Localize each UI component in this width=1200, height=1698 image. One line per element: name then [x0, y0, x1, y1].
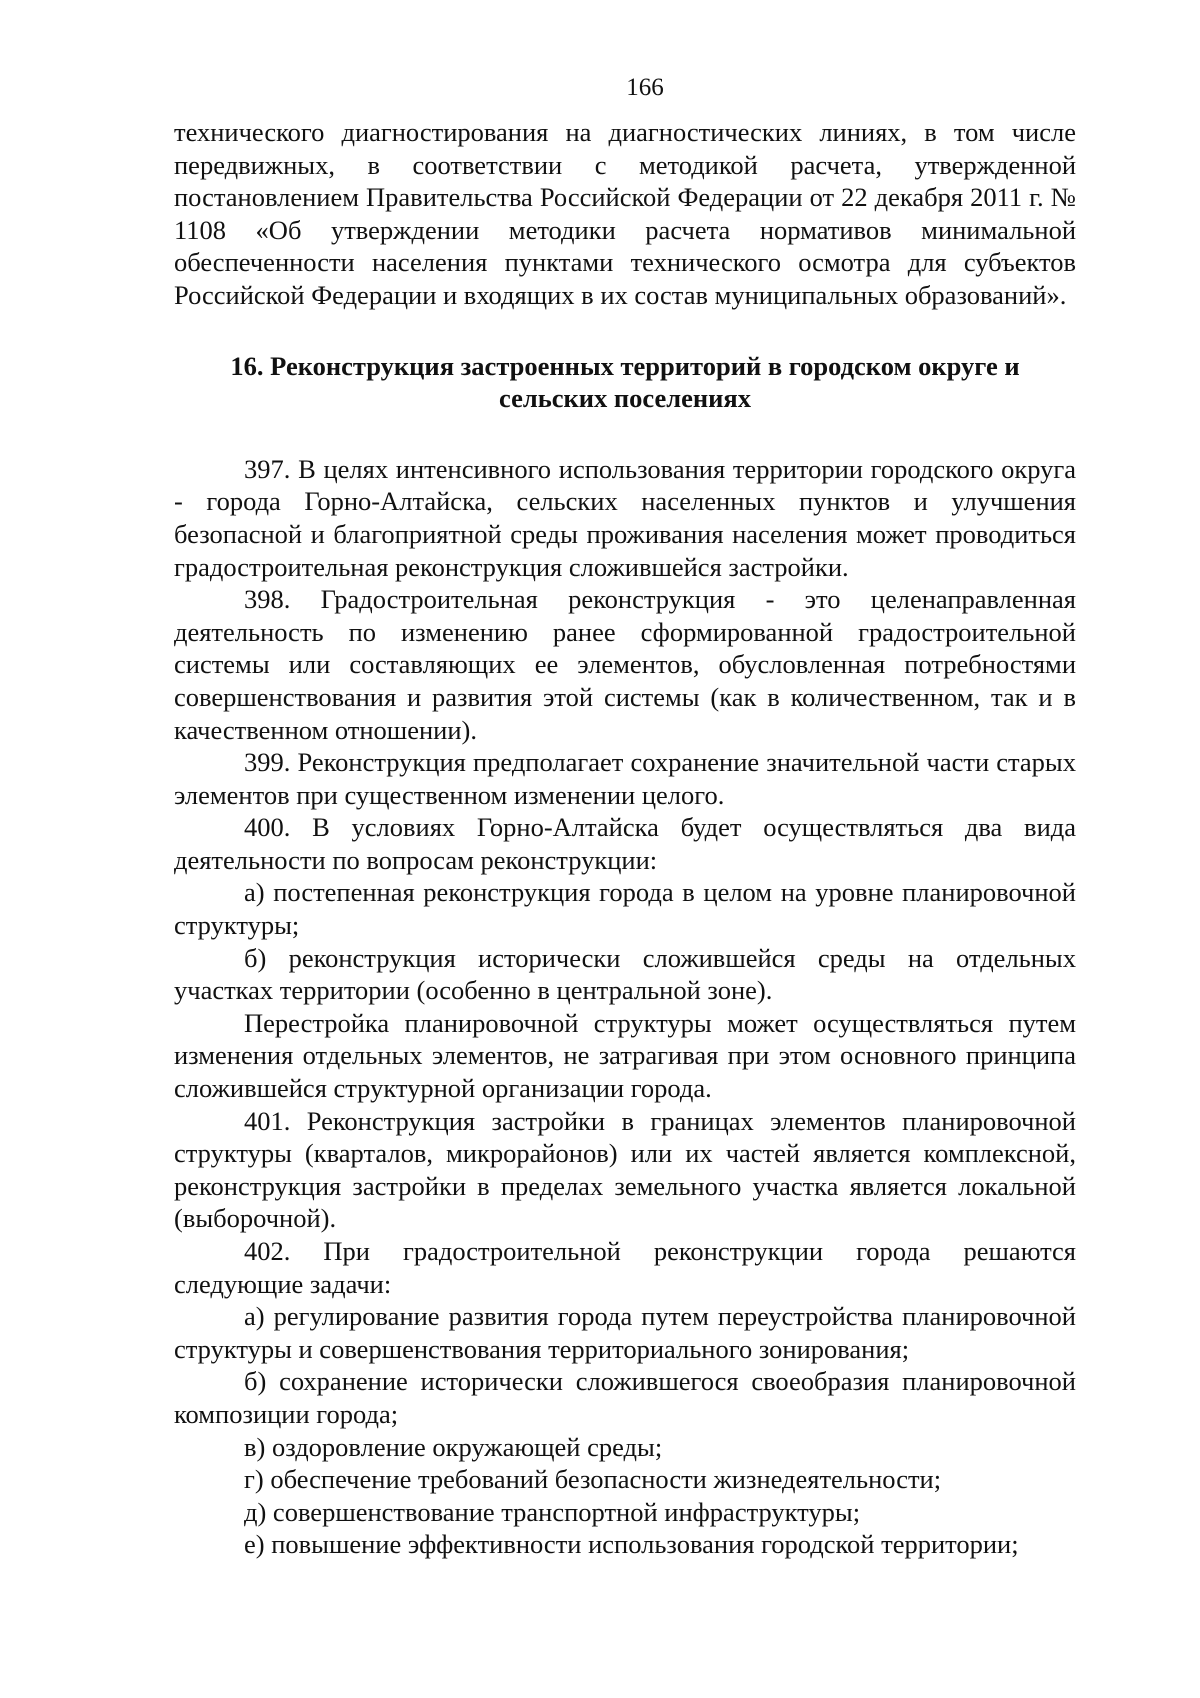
- paragraph-402: 402. При градостроительной реконструкции города решаются следующие задачи:: [174, 1236, 1076, 1299]
- page-number: 166: [626, 74, 664, 101]
- list-item-402-e: е) повышение эффективности использования городской территории;: [244, 1529, 1019, 1560]
- paragraph-restructuring: Перестройка планировочной структуры может осуществляться путем изменения отдельных элементов, не затрагивая при этом основного принципа сложившейся структурной организации города.: [174, 1007, 1076, 1104]
- paragraph-399: 399. Реконструкция предполагает сохранение значительной части старых элементов при существенном изменении целого.: [174, 747, 1076, 810]
- list-item-402-d: д) совершенствование транспортной инфраструктуры;: [244, 1496, 861, 1527]
- paragraph-397: 397. В целях интенсивного использования территории городского округа - города Горно-Алтайска, сельских населенных пунктов и улучшения безопасной и благоприятной среды проживания населения может проводиться градостроительная реконструкция сложившейся застройки.: [174, 453, 1076, 582]
- paragraph-400: 400. В условиях Горно-Алтайска будет осуществляться два вида деятельности по вопросам реконструкции:: [174, 812, 1076, 875]
- paragraph-398: 398. Градостроительная реконструкция - это целенаправленная деятельность по изменению ранее сформированной градостроительной системы или составляющих ее элементов, обусловленная потребностями совершенствования и развития этой системы (как в количественном, так и в качественном отношении).: [174, 584, 1076, 745]
- intro-paragraph: технического диагностирования на диагностических линиях, в том числе передвижных, в соответствии с методикой расчета, утвержденной постановлением Правительства Российской Федерации от 22 декабря 2011 г. № 1108 «Об утверждении методики расчета нормативов минимальной обеспеченности населения пунктами технического осмотра для субъектов Российской Федерации и входящих в их состав муниципальных образований».: [174, 117, 1076, 310]
- list-item-400-a: а) постепенная реконструкция города в целом на уровне планировочной структуры;: [174, 877, 1076, 941]
- section-heading: 16. Реконструкция застроенных территорий в городском округе и сельских поселениях: [230, 350, 1020, 414]
- list-item-400-b: б) реконструкция исторически сложившейся среды на отдельных участках территории (особенно в центральной зоне).: [174, 942, 1076, 1006]
- list-item-402-g: г) обеспечение требований безопасности жизнедеятельности;: [244, 1464, 942, 1495]
- list-item-402-v: в) оздоровление окружающей среды;: [244, 1431, 663, 1462]
- list-item-402-b: б) сохранение исторически сложившегося своеобразия планировочной композиции города;: [174, 1366, 1076, 1429]
- list-item-402-a: а) регулирование развития города путем переустройства планировочной структуры и совершенствования территориального зонирования;: [174, 1301, 1076, 1364]
- paragraph-401: 401. Реконструкция застройки в границах элементов планировочной структуры (кварталов, микрорайонов) или их частей является комплексной, реконструкция застройки в пределах земельного участка является локальной (выборочной).: [174, 1105, 1076, 1234]
